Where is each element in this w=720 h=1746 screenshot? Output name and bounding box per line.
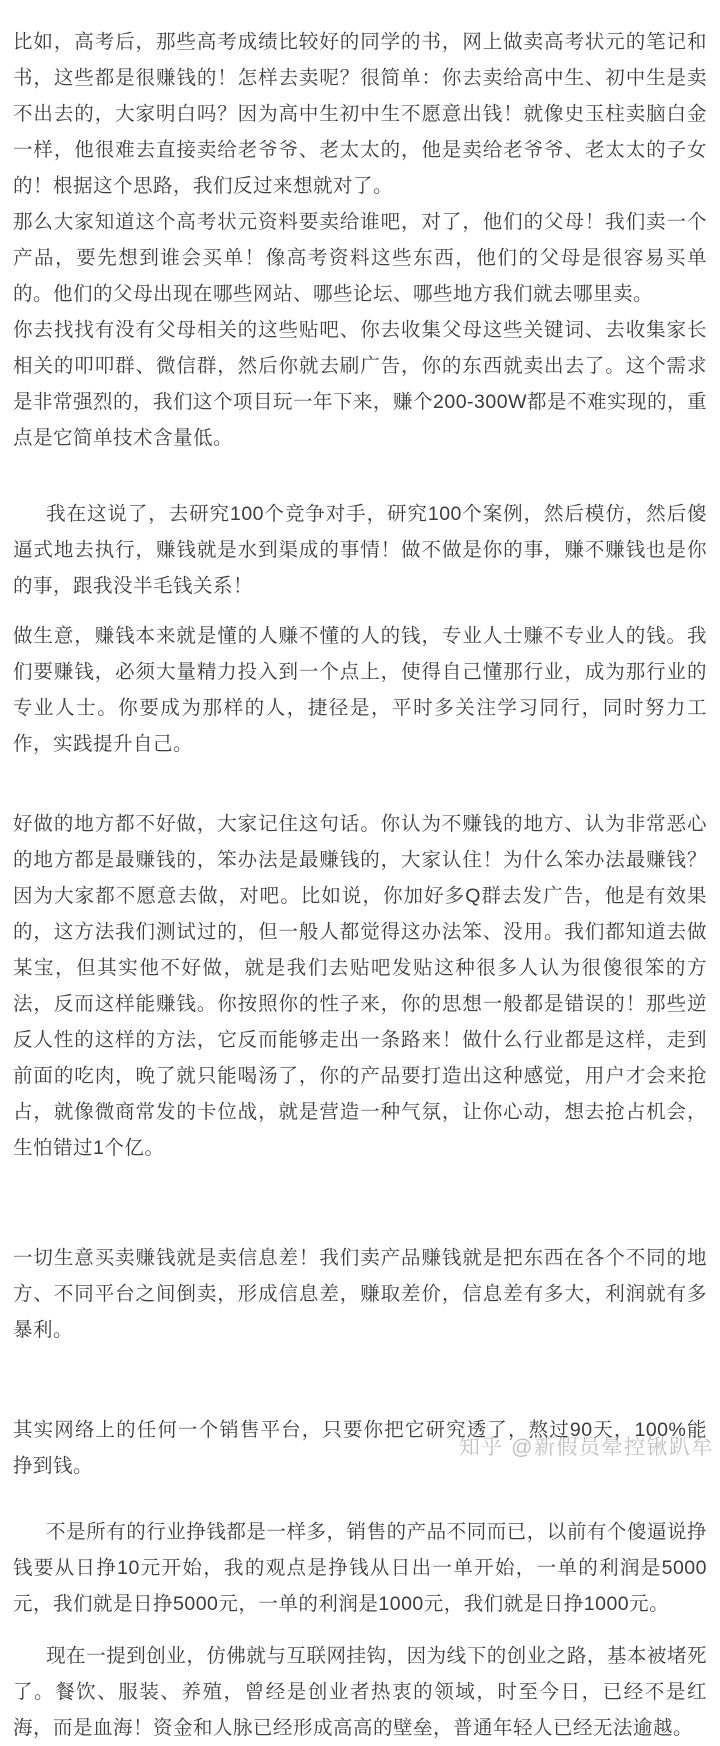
paragraph: 好做的地方都不好做，大家记住这句话。你认为不赚钱的地方、认为非常恶心的地方都是最赚钱的，笨办法是最赚钱的，大家认住！为什么笨办法最赚钱？因为大家都不愿意去做，对吧。比如说，你加好多Q群去发广告，他是有效果的，这方法我们测试过的，但一般人都觉得这办法笨、没用。我们都知道去做某宝，但其实他不好做，就是我们去贴吧发贴这种很多人认为很傻很笨的方法，反而这样能赚钱。你按照你的性子来，你的思想一般都是错误的！那些逆反人性的这样的方法，它反而能够走出一条路来！做什么行业都是这样，走到前面的吃肉，晚了就只能喝汤了，你的产品要打造出这种感觉，用户才会来抢占，就像微商常发的卡位战，就是营造一种气氛，让你心动，想去抢占机会，生怕错过1个亿。	[13, 813, 707, 1159]
paragraph: 一切生意买卖赚钱就是卖信息差！我们卖产品赚钱就是把东西在各个不同的地方、不同平台之间倒卖，形成信息差，赚取差价，信息差有多大，利润就有多暴利。	[13, 1247, 707, 1341]
paragraph: 我在这说了，去研究100个竞争对手，研究100个案例，然后模仿，然后傻逼式地去执行，赚钱就是水到渠成的事情！做不做是你的事，赚不赚钱也是你的事，跟我没半毛钱关系！	[13, 503, 707, 597]
paragraph: 做生意，赚钱本来就是懂的人赚不懂的人的钱，专业人士赚不专业人的钱。我们要赚钱，必须大量精力投入到一个点上，使得自己懂那行业，成为那行业的专业人士。你要成为那样的人，捷径是，平时多关注学习同行，同时努力工作，实践提升自己。	[13, 625, 707, 755]
zhihu-watermark: 知乎 @新假员晕控锹趴牟	[458, 1436, 714, 1459]
paragraph: 不是所有的行业挣钱都是一样多，销售的产品不同而已，以前有个傻逼说挣钱要从日挣10元开始，我的观点是挣钱从日出一单开始，一单的利润是5000元，我们就是日挣5000元，一单的利润是1000元，我们就是日挣1000元。	[13, 1521, 707, 1615]
paragraph: 比如，高考后，那些高考成绩比较好的同学的书，网上做卖高考状元的笔记和书，这些都是很赚钱的！怎样去卖呢？很简单：你去卖给高中生、初中生是卖不出去的，大家明白吗？因为高中生初中生不愿意出钱！就像史玉柱卖脑白金一样，他很难去直接卖给老爷爷、老太太的，他是卖给老爷爷、老太太的子女的！根据这个思路，我们反过来想就对了。	[13, 31, 707, 197]
paragraph: 你去找找有没有父母相关的这些贴吧、你去收集父母这些关键词、去收集家长相关的叩叩群、微信群，然后你就去刷广告，你的东西就卖出去了。这个需求是非常强烈的，我们这个项目玩一年下来，赚个200-300W都是不难实现的，重点是它简单技术含量低。	[13, 319, 707, 449]
paragraph: 现在一提到创业，仿佛就与互联网挂钩，因为线下的创业之路，基本被堵死了。餐饮、服装、养殖，曾经是创业者热衷的领域，时至今日，已经不是红海，而是血海！资金和人脉已经形成高高的壁垒，普通年轻人已经无法逾越。	[13, 1645, 707, 1739]
paragraph: 其实网络上的任何一个销售平台，只要你把它研究透了，熬过90天，100%能挣到钱。	[13, 1419, 707, 1477]
paragraph: 那么大家知道这个高考状元资料要卖给谁吧，对了，他们的父母！我们卖一个产品，要先想到谁会买单！像高考资料这些东西，他们的父母是很容易买单的。他们的父母出现在哪些网站、哪些论坛、哪些地方我们就去哪里卖。	[13, 211, 707, 305]
